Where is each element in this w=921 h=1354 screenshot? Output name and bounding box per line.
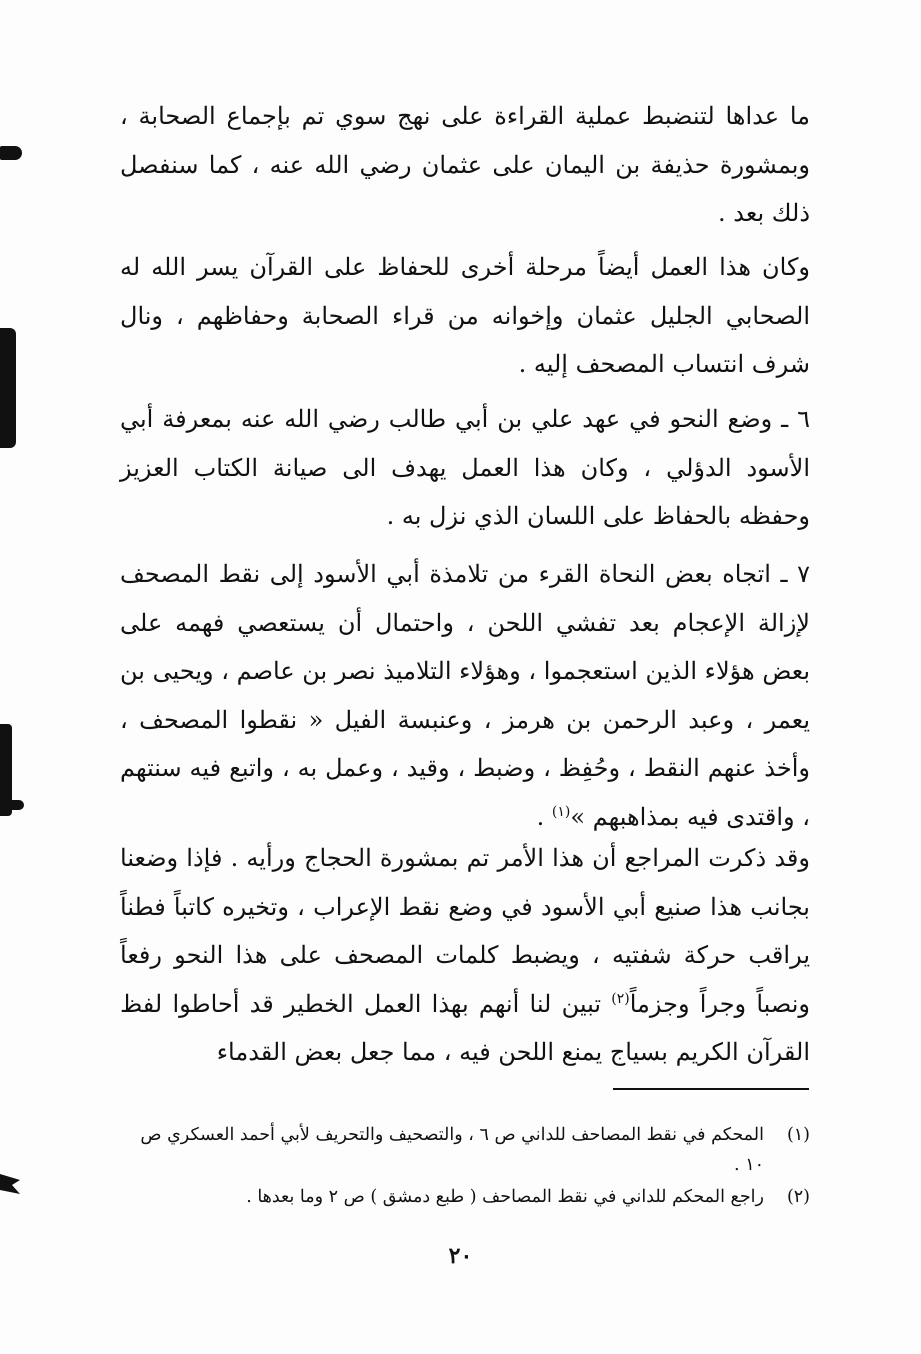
paragraph-text: ٧ ـ اتجاه بعض النحاة القرء من تلامذة أبي الأسود إلى نقط المصحف لإزالة الإعجام بعد تفشي اللحن ، واحتمال أن يستعصي فهمه على بعض هؤلاء الذين استعجموا ، وهؤلاء التلاميذ نصر بن عاصم ، ويحيى بن يعمر ، وعبد الرحمن بن هرمز ، وعنبسة الفيل « نقطوا المصحف ، وأخذ عنهم النقط ، وحُفِظ ، وضبط ، وقيد ، وعمل به ، واتبع فيه سنتهم ، واقتدى فيه بمذاهبهم » (120, 560, 810, 831)
page-number: ٢٠ (448, 1243, 473, 1269)
paragraph-uthman-mushaf: وكان هذا العمل أيضاً مرحلة أخرى للحفاظ على القرآن يسر الله له الصحابي الجليل عثمان وإخوانه من قراء الصحابة وحفاظهم ، ونال شرف انتساب المصحف إليه . (120, 253, 811, 378)
scan-edge-mark (0, 1174, 20, 1194)
paragraph-item-7 (120, 550, 810, 841)
footnote-text: المحكم في نقط المصاحف للداني ص ٦ ، والتصحيف والتحريف لأبي أحمد العسكري ص ١٠ . (140, 1125, 764, 1175)
footnotes (120, 1120, 810, 1214)
paragraph-text: . (536, 802, 552, 831)
paragraph-continued: ما عداها لتنضبط عملية القراءة على نهج سوي تم بإجماع الصحابة ، وبمشورة حذيفة بن اليمان على عثمان رضي الله عنه ، كما سنفصل ذلك بعد . (120, 102, 810, 227)
footnote-reference: (٢) (611, 990, 630, 1007)
paragraph-text: وقد ذكرت المراجع أن هذا الأمر تم بمشورة الحجاج ورأيه . فإذا وضعنا بجانب هذا صنيع أبي الأسود في وضع نقط الإعراب ، وتخيره كاتباً فطناً يراقب حركة شفتيه ، ويضبط كلمات المصحف على هذا النحو رفعاً ونصباً وجراً وجزماً (120, 844, 810, 1018)
paragraph-item-6: ٦ ـ وضع النحو في عهد علي بن أبي طالب رضي الله عنه بمعرفة أبي الأسود الدؤلي ، وكان هذا العمل يهدف الى صيانة الكتاب العزيز وحفظه بالحفاظ على اللسان الذي نزل به . (120, 405, 810, 530)
scan-edge-mark (0, 328, 16, 448)
footnote (120, 1182, 810, 1212)
scan-edge-mark (0, 146, 22, 160)
scan-edge-mark (8, 800, 24, 810)
footnote-text: راجع المحكم للداني في نقط المصاحف ( طبع دمشق ) ص ٢ وما بعدها . (246, 1187, 764, 1207)
footnote-number: (٢) (786, 1187, 810, 1207)
footnote-number: (١) (786, 1125, 810, 1145)
footnote (120, 1120, 810, 1180)
footnote-reference: (١) (551, 803, 571, 820)
paragraph-text: تبين لنا أنهم بهذا العمل الخطير قد أحاطوا لفظ القرآن الكريم بسياج يمنع اللحن فيه ، مما جعل بعض القدماء (120, 989, 810, 1066)
paragraph-hajjaj (120, 834, 810, 1077)
footnote-separator (613, 1088, 809, 1090)
